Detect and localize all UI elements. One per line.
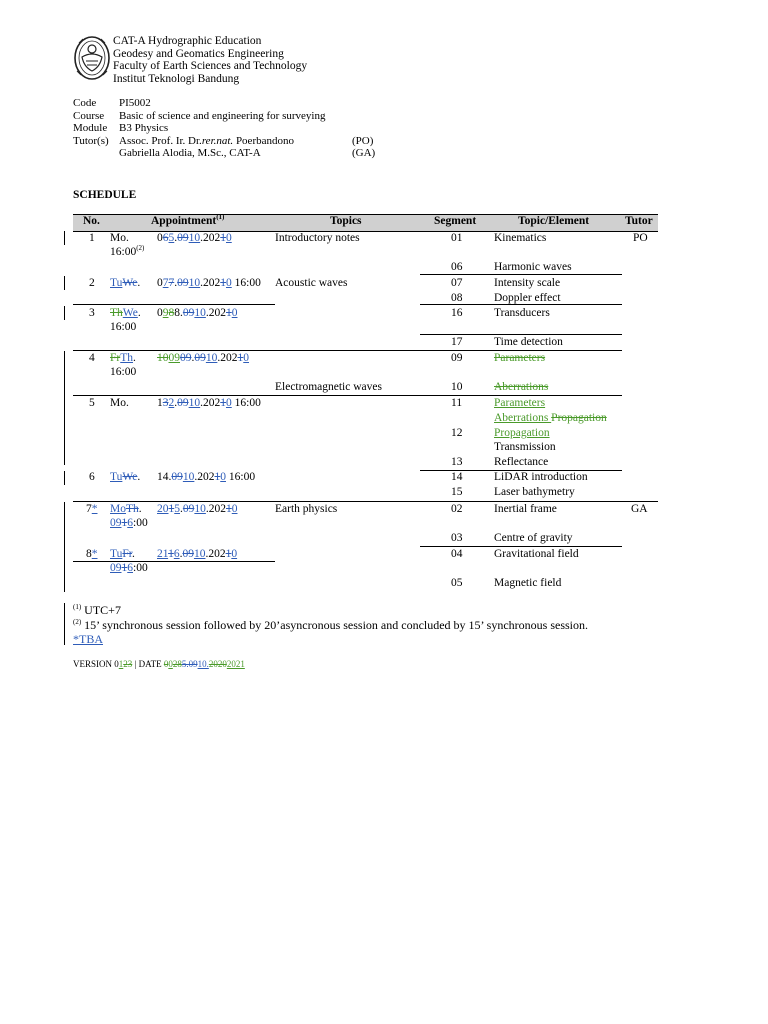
inserted-text: 10 [188, 397, 201, 409]
date-part: 8 [174, 307, 180, 319]
inserted-text: 2 [168, 397, 175, 409]
day-dot: . [133, 352, 136, 364]
inserted-text: We [122, 307, 138, 319]
meta-module: B3 Physics [119, 122, 169, 134]
topic-element: Reflectance [494, 456, 549, 468]
segment-number: 14 [451, 471, 463, 483]
date-part: 14. [157, 471, 172, 483]
row7-no [86, 503, 98, 515]
day-dot: . [137, 307, 141, 319]
date-part: .202 [200, 277, 221, 289]
row1-day: Mo. [110, 232, 129, 244]
date-part: . [179, 548, 183, 560]
time-sup: (2) [136, 244, 145, 253]
version-label: VERSION 0 [73, 659, 119, 669]
segment-number: 05 [451, 577, 463, 589]
row8-date [157, 548, 237, 560]
header-line: CAT-A Hydrographic Education [113, 35, 262, 47]
deleted-text: 5. [181, 659, 189, 669]
row1-no: 1 [89, 232, 95, 244]
inserted-text: Aberrations [494, 412, 552, 424]
meta-course-label: Course [73, 110, 105, 122]
inserted-text: 09 [110, 517, 122, 529]
change-bar [64, 502, 65, 592]
deleted-text: 28 [172, 659, 182, 669]
topic-element: Centre of gravity [494, 532, 573, 544]
row3-time: 16:00 [110, 321, 137, 333]
deleted-text: 3 [162, 397, 169, 409]
row-number: 8 [86, 548, 92, 560]
deleted-text: 09 [182, 307, 195, 319]
change-bar [64, 231, 65, 245]
tba-marker: * [91, 503, 98, 515]
date-part: . [174, 277, 178, 289]
inserted-text: 0 [231, 307, 238, 319]
inserted-text: 10 [194, 503, 206, 515]
inserted-text: 9 [162, 307, 169, 319]
segment-number: 10 [451, 381, 463, 393]
footnote-text: 15’ synchronous session followed by 20’asyncronous session and concluded by 15’ synchronous session. [81, 618, 588, 632]
version-line [73, 659, 245, 669]
inserted-text: 10 [182, 471, 195, 483]
topic-element-inserted: Parameters [494, 397, 546, 409]
segment-number: 13 [451, 456, 463, 468]
deleted-text: Fr [122, 548, 132, 560]
topic-element-row [494, 412, 607, 424]
segment-number: 01 [451, 232, 463, 244]
deleted-text: 09 [188, 659, 198, 669]
deleted-text: 09 [171, 471, 183, 483]
schedule-title: SCHEDULE [73, 189, 137, 201]
topic-element-deleted: Aberrations [494, 381, 549, 393]
change-bar [64, 471, 65, 485]
topic-element: Inertial frame [494, 503, 557, 515]
date-part: 1 [157, 397, 163, 409]
th-appointment [151, 215, 224, 227]
inserted-text: 09 [110, 562, 122, 574]
row-rule [73, 350, 622, 351]
row-rule [420, 546, 622, 547]
row4-time: 16:00 [110, 366, 137, 378]
deleted-text: 1 [121, 562, 128, 574]
deleted-text: 2020 [208, 659, 227, 669]
row2-date [157, 277, 261, 289]
topic-element-deleted: Parameters [494, 352, 546, 364]
inserted-text: Tu [110, 548, 123, 560]
deleted-text: 1 [220, 397, 226, 409]
inserted-text: 6 [127, 517, 133, 529]
row5-no: 5 [89, 397, 95, 409]
segment-number: 11 [451, 397, 463, 409]
inserted-text: 10 [188, 277, 201, 289]
row-rule [73, 501, 658, 502]
deleted-text: 09 [180, 352, 192, 364]
day-dot: . [137, 277, 141, 289]
inserted-text: 6 [127, 562, 133, 574]
date-part: . [180, 307, 183, 319]
inserted-text: 7 [162, 277, 169, 289]
deleted-text: 6 [162, 232, 169, 244]
meta-module-label: Module [73, 122, 108, 134]
inserted-text: 0 [226, 232, 232, 244]
footnote-marker: (1) [73, 603, 82, 611]
time-text: 16:00 [231, 277, 261, 289]
date-part: .202 [205, 548, 226, 560]
inserted-text: Tu [110, 471, 123, 483]
row6-day [110, 471, 140, 483]
row1-date [157, 232, 232, 244]
inserted-text: 2021 [226, 659, 245, 669]
deleted-text: 09 [182, 503, 195, 515]
segment-number: 06 [451, 261, 463, 273]
row6-date [157, 471, 255, 483]
deleted-text: 09 [177, 397, 189, 409]
topic-element: Gravitational field [494, 548, 579, 560]
tutor1-name: Poerbandono [233, 135, 294, 147]
inserted-text: 10 [205, 352, 218, 364]
deleted-text: 2 [123, 659, 128, 669]
deleted-text: 1 [168, 548, 174, 560]
inserted-text: Mo [110, 503, 126, 515]
segment-number: 16 [451, 307, 463, 319]
header-line: Faculty of Earth Sciences and Technology [113, 60, 308, 72]
day-dot: . [131, 548, 135, 560]
deleted-text: 1 [220, 277, 226, 289]
tutor1-italic: rer.nat. [201, 135, 234, 147]
deleted-text: 1 [225, 548, 232, 560]
footnote-marker: (2) [73, 618, 82, 626]
deleted-text: 09 [177, 277, 189, 289]
th-topics: Topics [330, 215, 362, 227]
row7-tutor: GA [631, 503, 648, 515]
meta-tutor1 [119, 135, 294, 147]
th-topic-element: Topic/Element [518, 215, 590, 227]
inserted-text: 5 [168, 232, 175, 244]
inserted-text: Th [120, 352, 134, 364]
topic-element: Kinematics [494, 232, 547, 244]
meta-code-label: Code [73, 97, 97, 109]
row5-date [157, 397, 261, 409]
deleted-text: Fr [110, 352, 121, 364]
deleted-text: 09 [194, 352, 206, 364]
time-text: 16:00 [110, 246, 137, 258]
row-rule [73, 395, 622, 396]
row3-date [157, 307, 238, 319]
row-number: 7 [86, 503, 92, 515]
segment-number: 07 [451, 277, 463, 289]
row1-topic: Introductory notes [275, 232, 360, 244]
inserted-text: 0 [243, 352, 249, 364]
time-text: 16:00 [226, 471, 256, 483]
row-rule [73, 304, 275, 305]
inserted-text: Tu [110, 277, 123, 289]
topic-element: Harmonic waves [494, 261, 572, 273]
row8-time [110, 562, 148, 574]
deleted-text: 1 [226, 307, 232, 319]
inserted-text: 5 [174, 503, 180, 515]
change-bar [64, 603, 65, 645]
meta-tutor1-abbr: (PO) [352, 135, 374, 147]
inserted-text: 0 [226, 397, 232, 409]
meta-course: Basic of science and engineering for surveying [119, 110, 326, 122]
deleted-text: 0 [163, 659, 169, 669]
inserted-text: 6 [173, 548, 180, 560]
segment-number: 15 [451, 486, 463, 498]
topic-element-inserted: Propagation [494, 427, 550, 439]
deleted-text: Propagation [551, 412, 607, 424]
row2-topic: Acoustic waves [275, 277, 348, 289]
date-label: | DATE [132, 659, 164, 669]
change-bar [64, 351, 65, 465]
meta-tutors-label: Tutor(s) [73, 135, 109, 147]
date-part: 20 [157, 503, 169, 515]
footnote-tba: *TBA [73, 632, 103, 646]
inserted-text: 0 [231, 548, 238, 560]
row4-no: 4 [89, 352, 95, 364]
deleted-text: 1 [237, 352, 244, 364]
topic-element: LiDAR introduction [494, 471, 588, 483]
date-part: .202 [205, 307, 226, 319]
time-text: :00 [133, 517, 148, 529]
topic-element: Transducers [494, 307, 550, 319]
segment-number: 12 [451, 427, 463, 439]
deleted-text: 3 [127, 659, 133, 669]
header-institution [113, 35, 307, 85]
meta-code: PI5002 [119, 97, 151, 109]
deleted-text: We [122, 471, 138, 483]
segment-number: 04 [451, 548, 463, 560]
deleted-text: Th [110, 307, 123, 319]
row-rule [73, 561, 275, 562]
date-part: . [191, 352, 195, 364]
date-part: .202 [194, 471, 215, 483]
inserted-text: 10 [194, 307, 206, 319]
deleted-text: 1 [121, 517, 128, 529]
date-part: . [174, 232, 178, 244]
day-dot: . [138, 503, 142, 515]
row2-no: 2 [89, 277, 95, 289]
footnote-2 [73, 618, 588, 633]
deleted-text: Th [125, 503, 139, 515]
th-no: No. [83, 215, 100, 227]
tutor1-prefix: Assoc. Prof. Ir. Dr. [119, 135, 202, 147]
meta-tutor2: Gabriella Alodia, M.Sc., CAT-A [119, 147, 261, 159]
change-bar [64, 306, 65, 320]
row3-day [110, 307, 141, 319]
date-part: 0 [157, 307, 163, 319]
row6-no: 6 [89, 471, 95, 483]
deleted-text: 1 [226, 503, 232, 515]
row1-time [110, 246, 144, 258]
topic-element: Doppler effect [494, 292, 561, 304]
date-part: .202 [217, 352, 238, 364]
row1-tutor: PO [633, 232, 648, 244]
inserted-text: 09 [168, 352, 180, 364]
th-appointment-label: Appointment [151, 215, 217, 227]
inserted-text: 0 [220, 471, 226, 483]
topic-element: Transmission [494, 441, 556, 453]
date-part: 0 [157, 277, 163, 289]
row4-day [110, 352, 136, 364]
date-part: . [174, 397, 178, 409]
inserted-text: 10 [188, 232, 201, 244]
topic-element: Intensity scale [494, 277, 561, 289]
segment-number: 03 [451, 532, 463, 544]
row7-topic: Earth physics [275, 503, 338, 515]
deleted-text: We [122, 277, 138, 289]
deleted-text: 09 [182, 548, 194, 560]
row8-no [86, 548, 98, 560]
date-part: . [180, 503, 183, 515]
deleted-text: 1 [168, 503, 175, 515]
date-part: .202 [200, 397, 221, 409]
time-text: 16:00 [231, 397, 261, 409]
itb-logo [73, 35, 111, 81]
deleted-text: 09 [177, 232, 189, 244]
row2-day [110, 277, 140, 289]
deleted-text: 8 [168, 307, 175, 319]
row5-day: Mo. [110, 397, 129, 409]
segment-number: 09 [451, 352, 463, 364]
day-dot: . [137, 471, 141, 483]
inserted-text: 1 [118, 659, 124, 669]
row-rule [420, 334, 622, 335]
row4-date [157, 352, 249, 364]
row-rule [420, 304, 622, 305]
row4-topic: Electromagnetic waves [275, 381, 382, 393]
deleted-text: 10 [157, 352, 169, 364]
tba-marker: * [91, 548, 98, 560]
date-part: .202 [200, 232, 221, 244]
inserted-text: 10 [193, 548, 206, 560]
topic-element: Time detection [494, 336, 563, 348]
time-text: :00 [133, 562, 148, 574]
topic-element: Magnetic field [494, 577, 562, 589]
header-line: Institut Teknologi Bandung [113, 72, 240, 85]
change-bar [64, 276, 65, 290]
inserted-text: 0 [168, 659, 173, 669]
th-appointment-sup: (1) [216, 213, 225, 222]
row-rule [420, 274, 622, 275]
row7-date [157, 503, 238, 515]
inserted-text: 0 [226, 277, 232, 289]
footnote-text: UTC+7 [81, 603, 121, 617]
deleted-text: 7 [168, 277, 175, 289]
deleted-text: 1 [214, 471, 221, 483]
segment-number: 17 [451, 336, 463, 348]
th-segment: Segment [434, 215, 477, 227]
header-line: Geodesy and Geomatics Engineering [113, 47, 284, 60]
row3-no: 3 [89, 307, 95, 319]
th-tutor: Tutor [625, 215, 653, 227]
inserted-text: 0 [231, 503, 238, 515]
segment-number: 08 [451, 292, 463, 304]
date-part: 21 [157, 548, 169, 560]
topic-element: Laser bathymetry [494, 486, 575, 498]
deleted-text: 1 [220, 232, 226, 244]
date-part: 0 [157, 232, 163, 244]
row8-day [110, 548, 135, 560]
date-part: .202 [205, 503, 226, 515]
inserted-text: 10. [197, 659, 209, 669]
row7-time [110, 517, 148, 529]
footnote-1 [73, 603, 121, 618]
segment-number: 02 [451, 503, 463, 515]
row7-day [110, 503, 142, 515]
meta-tutor2-abbr: (GA) [352, 147, 376, 159]
